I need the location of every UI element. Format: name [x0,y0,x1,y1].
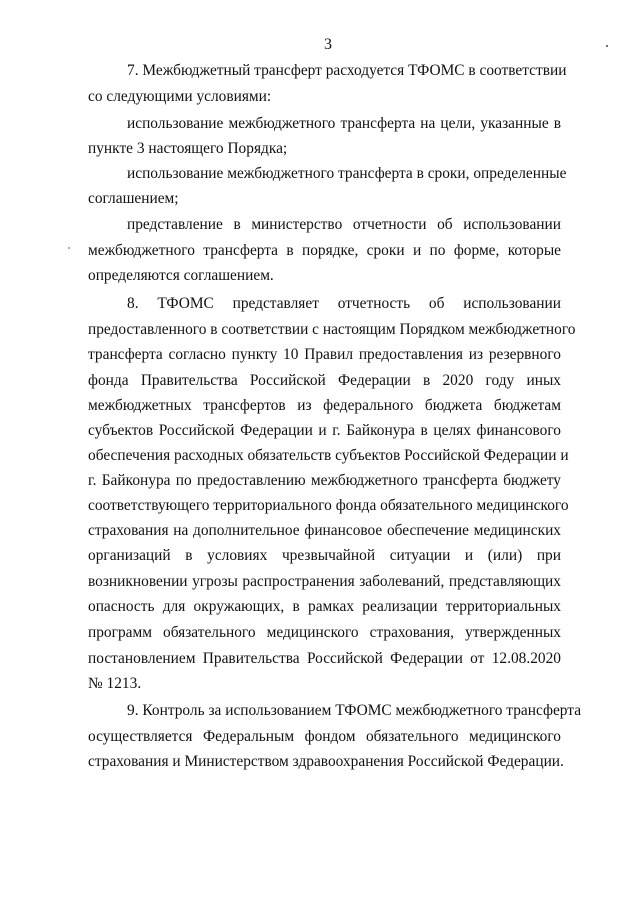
scan-speck [606,45,608,47]
paragraph-8-line-8: г. Байконура по предоставлению межбюджетного трансферта бюджету [88,472,561,489]
paragraph-7-line-1: 7. Межбюджетный трансферт расходуется ТФОМС в соответствии [127,62,567,79]
paragraph-8-line-13: опасность для окружающих, в рамках реализации территориальных [88,598,561,615]
paragraph-8-line-16: № 1213. [88,675,142,692]
paragraph-8-line-6: субъектов Российской Федерации и г. Байконура в целях финансового [88,422,561,439]
page-number: 3 [324,36,332,53]
paragraph-9-line-3: страхования и Министерством здравоохранения Российской Федерации. [88,753,564,770]
paragraph-8-line-2: предоставленного в соответствии с настоящим Порядком межбюджетного [88,321,576,338]
paragraph-9-line-2: осуществляется Федеральным фондом обязательного медицинского [88,728,561,745]
condition-1-line-1: использование межбюджетного трансферта на цели, указанные в [127,115,561,132]
condition-2-line-1: использование межбюджетного трансферта в сроки, определенные [127,165,567,182]
condition-2-line-2: соглашением; [88,190,179,207]
condition-3-line-3: определяются соглашением. [88,267,274,284]
paragraph-8-line-15: постановлением Правительства Российской Федерации от 12.08.2020 [88,650,561,667]
paragraph-8-line-11: организаций в условиях чрезвычайной ситуации и (или) при [88,547,561,564]
condition-3-line-2: межбюджетного трансферта в порядке, сроки и по форме, которые [88,242,561,259]
condition-1-line-2: пункте 3 настоящего Порядка; [88,140,288,157]
paragraph-8-line-5: межбюджетных трансфертов из федерального бюджета бюджетам [88,397,561,414]
paragraph-8-line-9: соответствующего территориального фонда обязательного медицинского [88,497,569,514]
paragraph-8-line-4: фонда Правительства Российской Федерации в 2020 году иных [88,372,561,389]
scan-speck [68,247,70,249]
paragraph-8-line-1: 8. ТФОМС представляет отчетность об использовании [127,295,561,312]
paragraph-9-line-1: 9. Контроль за использованием ТФОМС межбюджетного трансферта [127,702,582,719]
condition-3-line-1: представление в министерство отчетности об использовании [127,216,561,233]
paragraph-7-line-2: со следующими условиями: [88,88,272,105]
paragraph-8-line-12: возникновении угрозы распространения заболеваний, представляющих [88,573,561,590]
paragraph-8-line-7: обеспечения расходных обязательств субъектов Российской Федерации и [88,447,569,464]
paragraph-8-line-10: страхования на дополнительное финансовое обеспечение медицинских [88,522,561,539]
paragraph-8-line-14: программ обязательного медицинского страхования, утвержденных [88,624,561,641]
paragraph-8-line-3: трансферта согласно пункту 10 Правил предоставления из резервного [88,346,561,363]
